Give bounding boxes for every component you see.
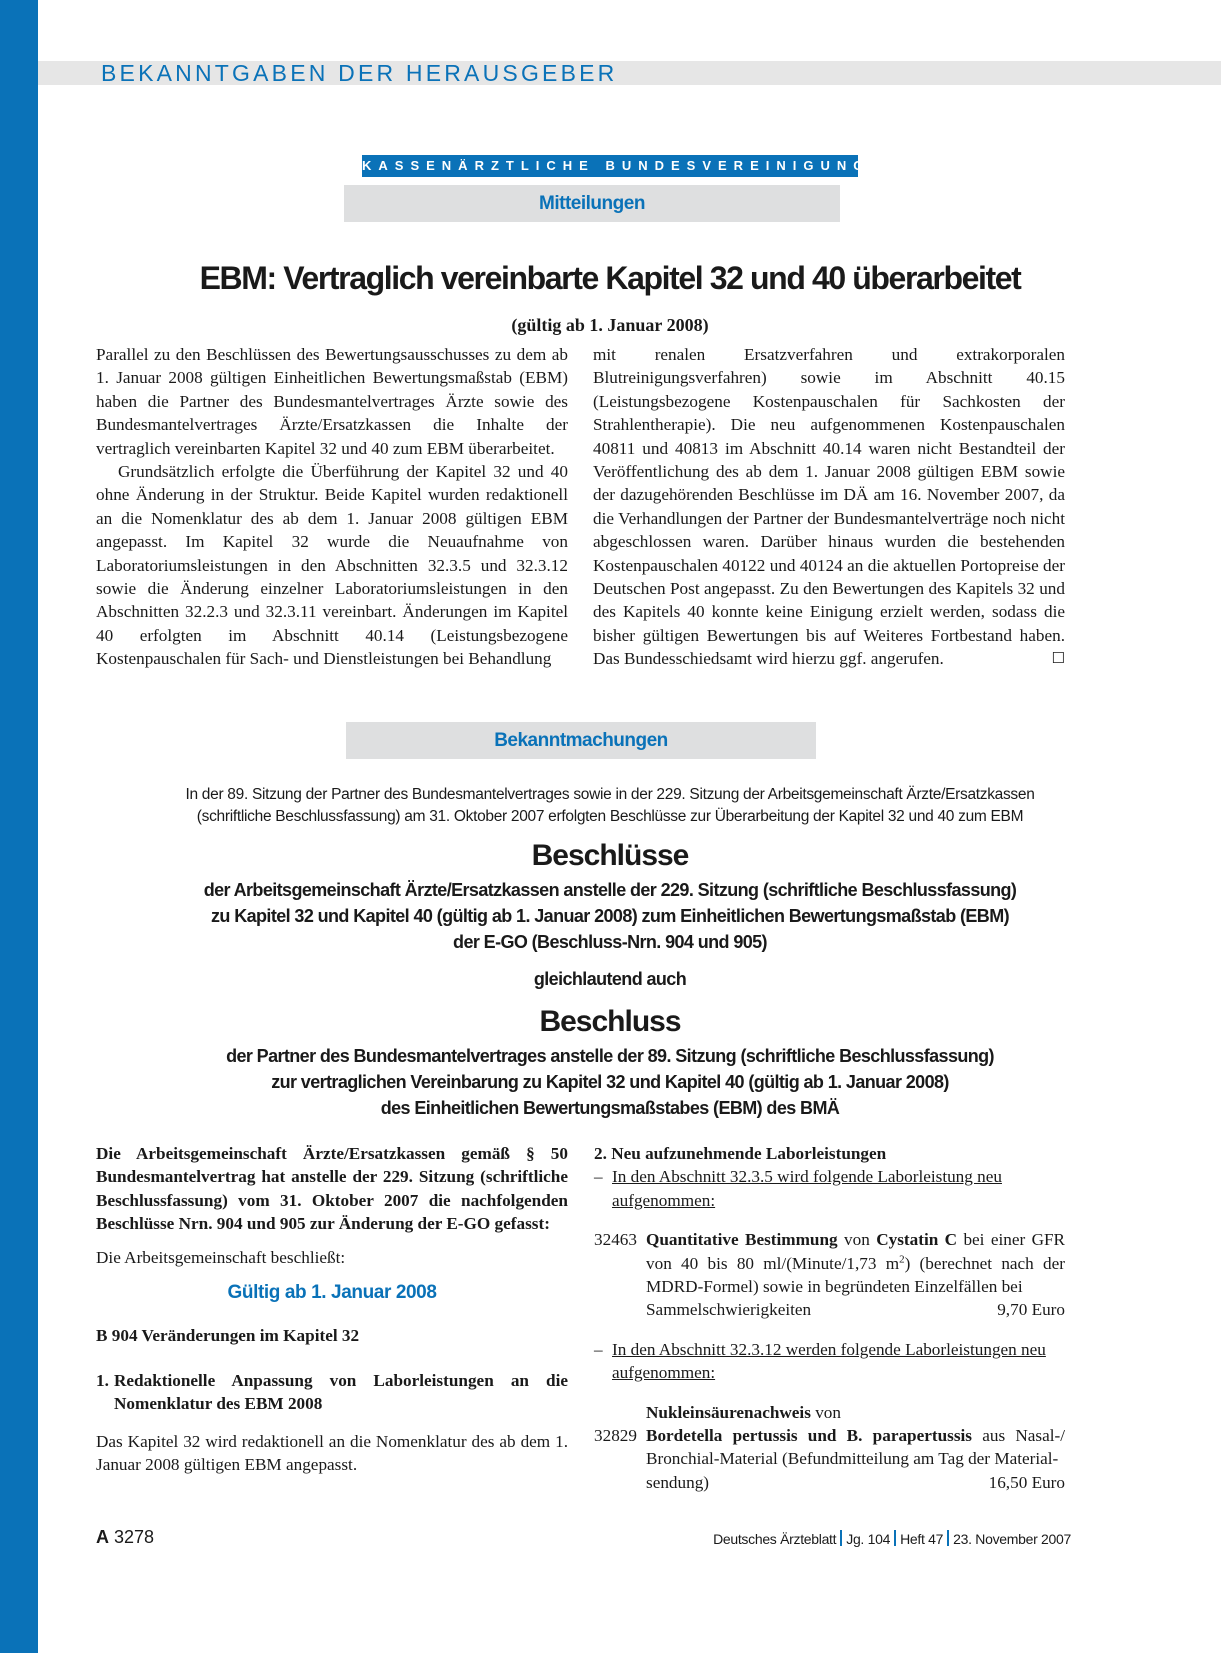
mitteilungen-heading: Mitteilungen <box>344 185 840 222</box>
paragraph: Parallel zu den Beschlüssen des Bewertungsausschusses zu dem ab 1. Januar 2008 gültigen Einheitlichen Bewertungsmaßstab (EBM) haben die Partner des Bundesmantelvertrages Ärzte sowie des Bundesmantelvertrages Ärzte/Ersatzkassen die Inhalte der vertraglich vereinbarten Kapitel 32 und 40 zum EBM überarbeitet. <box>96 345 568 458</box>
code-text: Sammelschwierigkeiten <box>646 1300 812 1320</box>
valid-from-heading: Gültig ab 1. Januar 2008 <box>227 1282 437 1304</box>
superscript: 2 <box>899 1252 905 1265</box>
dash-bullet: – <box>594 1339 603 1359</box>
separator <box>894 1530 896 1546</box>
beschluesse-line-2: zu Kapitel 32 und Kapitel 40 (gültig ab 1. Januar 2008) zum Einheitlichen Bewertungsmaßstab (EBM) <box>211 906 1009 926</box>
code-term: Bordetella pertussis und B. parapertussis <box>646 1426 972 1446</box>
item-1-text: Redaktionelle Anpassung von Laborleistungen an die Nomenklatur des EBM 2008 <box>114 1370 568 1414</box>
page-number <box>96 1525 154 1549</box>
beschluesse-title: Beschlüsse <box>531 839 689 872</box>
code-term: Nukleinsäurenachweis <box>646 1402 811 1422</box>
item-1-number: 1. <box>96 1370 109 1390</box>
code-item-32829 <box>594 1424 1065 1494</box>
dash-item-1-text: In den Abschnitt 32.3.5 wird folgende Laborleistung neu aufgenommen: <box>612 1167 1002 1210</box>
code-number: 32463 <box>594 1230 637 1250</box>
journal-issue: Heft 47 <box>900 1531 944 1547</box>
price: 16,50 Euro <box>988 1472 1065 1492</box>
price-line <box>646 1471 1065 1494</box>
code-text: von <box>837 1230 877 1250</box>
beschluesse-line-1: der Arbeitsgemeinschaft Ärzte/Ersatzkassen anstelle der 229. Sitzung (schriftliche Beschlussfassung) <box>203 880 1017 900</box>
code-text: aus Nasal-/ Bronchial-Material (Befundmitteilung am Tag der Material- <box>646 1426 1066 1469</box>
intro-line-1: In der 89. Sitzung der Partner des Bundesmantelvertrages sowie in der 229. Sitzung der Arbeitsgemeinschaft Ärzte/Ersatzkassen <box>185 786 1035 803</box>
code-text: sendung) <box>646 1472 710 1492</box>
item-1-heading <box>96 1369 568 1416</box>
beschluss-line-1: der Partner des Bundesmantelvertrages anstelle der 89. Sitzung (schriftliche Beschlussfassung) <box>226 1046 994 1066</box>
paragraph: Grundsätzlich erfolgte die Überführung der Kapitel 32 und 40 ohne Änderung in der Struktur. Beide Kapitel wurden redaktionell an die Nomenklatur des ab dem 1. Januar 2008 gültigen EBM angepasst. Im Kapitel 32 wurde die Neuaufnahme von Laboratoriumsleistungen in den Abschnitten 32.3.5 und 32.3.12 sowie die Änderung einzelner Laboratoriumsleistungen in den Abschnitten 32.2.3 und 32.3.11 vereinbart. Änderungen im Kapitel 40 erfolgten im Abschnitt 40.14 (Leistungsbezogene Kostenpauschalen für Sach- und Dienstleistungen bei Behandlung <box>96 462 568 669</box>
code-text: von <box>810 1402 841 1422</box>
code-body <box>646 1228 1065 1322</box>
separator <box>840 1530 842 1546</box>
paragraph <box>593 343 1065 671</box>
beschluss-line-2: zur vertraglichen Vereinbarung zu Kapitel 32 und Kapitel 40 (gültig ab 1. Januar 2008) <box>271 1072 949 1092</box>
code-body <box>646 1424 1065 1494</box>
code-spacer <box>594 1401 646 1424</box>
mitteilungen-left-column <box>96 343 568 671</box>
price-line <box>646 1298 1065 1321</box>
b904-heading: B 904 Veränderungen im Kapitel 32 <box>96 1326 360 1346</box>
section-header: BEKANNTGABEN DER HERAUSGEBER <box>101 60 618 86</box>
item-1-body: Das Kapitel 32 wird redaktionell an die Nomenklatur des ab dem 1. Januar 2008 gültigen EBM angepasst. <box>96 1431 568 1475</box>
page-prefix: A <box>96 1527 109 1547</box>
separator <box>947 1530 949 1546</box>
end-mark-icon: ☐ <box>1051 649 1065 668</box>
code-text: ) (berechnet nach der MDRD-Formel) sowie in begründeten Einzelfällen bei <box>646 1253 1065 1297</box>
publisher-label: KASSENÄRZTLICHE BUNDESVEREINIGUNG <box>362 155 858 177</box>
code-text: bei einer GFR von 40 bis 80 ml/(Minute/1,73 m <box>646 1230 1066 1273</box>
journal-volume: Jg. 104 <box>846 1531 891 1547</box>
journal-info <box>713 1529 1071 1549</box>
paragraph-text: mit renalen Ersatzverfahren und extrakorporalen Blutreinigungsverfahren) sowie im Abschnitt 40.15 (Leistungsbezogene Kostenpauschalen für Sachkosten der Strahlentherapie). Die neu aufgenommenen Kostenpauschalen 40811 und 40813 im Abschnitt 40.14 waren nicht Bestandteil der Veröffentlichung des ab dem 1. Januar 2008 gültigen EBM sowie der dazugehörenden Beschlüsse im DÄ am 16. November 2007, da die Verhandlungen der Partner der Bundesmantelverträge noch nicht abgeschlossen waren. Darüber hinaus wurden die bestehenden Kostenpauschalen 40122 und 40124 an die aktuellen Portopreise der Deutschen Post angepasst. Zu den Bewertungen des Kapitels 32 und des Kapitels 40 konnte keine Einigung erzielt werden, sodass die bisher gültigen Bewertungen bis auf Weiteres Fortbestand haben. Das Bundesschiedsamt wird hierzu ggf. angerufen. <box>593 345 1065 669</box>
bekanntmachungen-heading: Bekanntmachungen <box>346 722 816 759</box>
price: 9,70 Euro <box>997 1300 1065 1320</box>
side-color-bar <box>0 0 38 1653</box>
code-term: Quantitative Bestimmung <box>646 1230 838 1250</box>
code-body <box>646 1401 1065 1424</box>
item-2-heading: 2. Neu aufzunehmende Laborleistungen <box>594 1144 887 1163</box>
gleichlautend-label: gleichlautend auch <box>533 969 687 989</box>
dash-bullet: – <box>594 1167 603 1187</box>
code-item-32463 <box>594 1228 1065 1322</box>
mitteilungen-right-column <box>593 343 1065 671</box>
body-right-column <box>594 1142 1065 1494</box>
code-number: 32829 <box>594 1426 637 1446</box>
dash-item-2 <box>594 1338 1065 1385</box>
code-item-32829-pre <box>594 1401 1065 1424</box>
beschluss-title: Beschluss <box>539 1005 681 1038</box>
intro-line-2: (schriftliche Beschlussfassung) am 31. Oktober 2007 erfolgten Beschlüsse zur Überarbeitung der Kapitel 32 und 40 zum EBM <box>196 808 1024 825</box>
journal-date: 23. November 2007 <box>953 1531 1071 1547</box>
beschluss-line-3: des Einheitlichen Bewertungsmaßstabes (EBM) des BMÄ <box>380 1098 840 1118</box>
bold-intro: Die Arbeitsgemeinschaft Ärzte/Ersatzkassen gemäß § 50 Bundesmantelvertrag hat anstelle der 229. Sitzung (schriftliche Beschlussfassung) vom 31. Oktober 2007 die nachfolgenden Beschlüsse Nrn. 904 und 905 zur Änderung der E-GO gefasst: <box>96 1144 568 1234</box>
journal-name: Deutsches Ärzteblatt <box>713 1531 837 1547</box>
article-title: EBM: Vertraglich vereinbarte Kapitel 32 und 40 überarbeitet <box>199 260 1021 296</box>
dash-item-2-text: In den Abschnitt 32.3.12 werden folgende Laborleistungen neu aufgenommen: <box>612 1339 1046 1383</box>
dash-item-1 <box>594 1165 1065 1212</box>
article-subtitle: (gültig ab 1. Januar 2008) <box>511 315 709 335</box>
beschluesse-line-3: der E-GO (Beschluss-Nrn. 904 und 905) <box>453 932 767 952</box>
code-term: Cystatin C <box>876 1230 958 1250</box>
body-left-column <box>96 1142 568 1476</box>
decides-text: Die Arbeitsgemeinschaft beschließt: <box>96 1247 346 1267</box>
page-number-value: 3278 <box>114 1527 155 1547</box>
